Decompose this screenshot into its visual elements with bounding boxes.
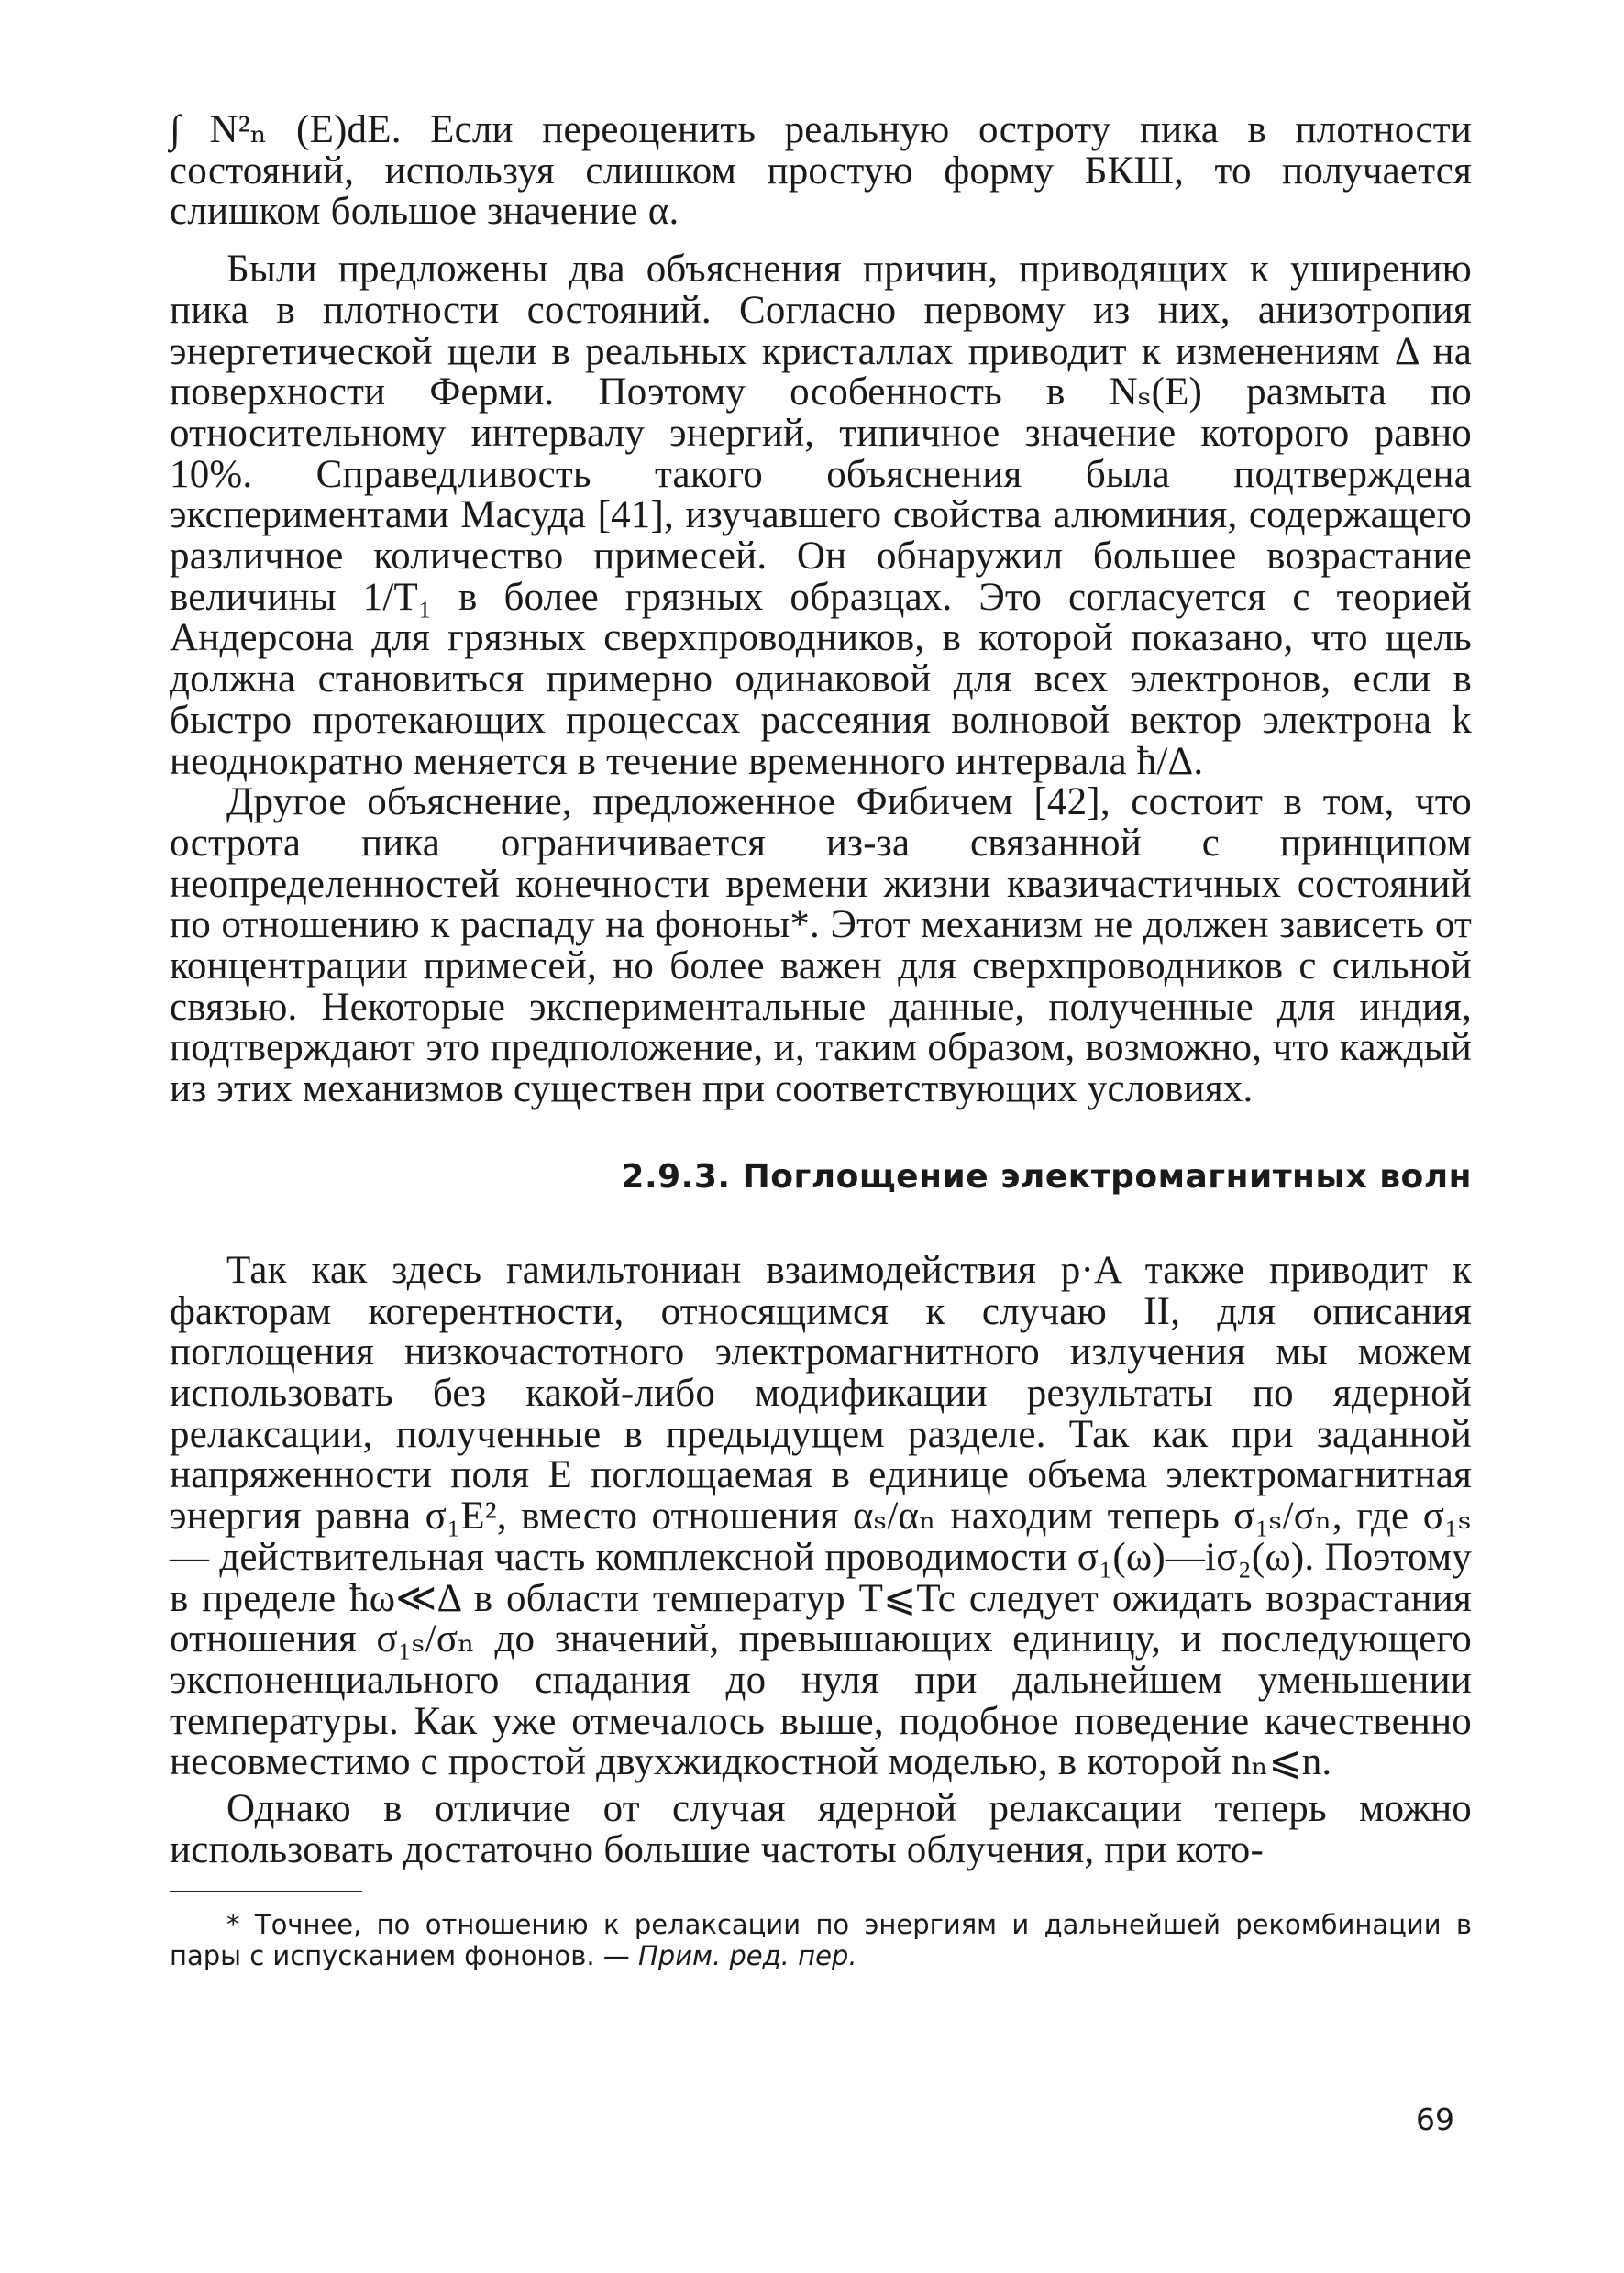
footnote-divider (170, 1891, 362, 1892)
footnote-text: * Точнее, по отношению к релаксации по энергиям и дальнейшей рекомбинации в пары с испусканием фононов. — (170, 1909, 1472, 1972)
footnote (170, 1909, 1472, 1971)
paragraph-high-frequencies: Однако в отличие от случая ядерной релаксации теперь можно использовать достаточно большие частоты облучения, при кото- (170, 1787, 1472, 1871)
page-number: 69 (1416, 2102, 1454, 2137)
paragraph-em-absorption: Так как здесь гамильтониан взаимодействия p·A также приводит к факторам когерентности, относящимся к случаю II, для описания поглощения низкочастотного электромагнитного излучения мы можем использовать без какой-либо модификации результаты по ядерной релаксации, полученные в предыдущем разделе. Так как при заданной напряженности поля E поглощаемая в единице объема электромагнитная энергия равна σ₁E², вместо отношения αₛ/αₙ находим теперь σ₁ₛ/σₙ, где σ₁ₛ — действительная часть комплексной проводимости σ₁(ω)—iσ₂(ω). Поэтому в пределе ħω≪Δ в области температур T⩽Tc следует ожидать возрастания отношения σ₁ₛ/σₙ до значений, превышающих единицу, и последующего экспоненциального спадания до нуля при дальнейшем уменьшении температуры. Как уже отмечалось выше, подобное поведение качественно несовместимо с простой двухжидкостной моделью, в которой nₙ⩽n. (170, 1248, 1473, 1784)
footnote-editor-note: Прим. ред. пер. (638, 1940, 857, 1972)
paragraph-fibich-explanation: Другое объяснение, предложенное Фибичем [42], состоит в том, что острота пика ограничивается из-за связанной с принципом неопределенностей конечности времени жизни квазичастичных состояний по отношению к распаду на фононы*. Этот механизм не должен зависеть от концентрации примесей, но более важен для сверхпроводников с сильной связью. Некоторые экспериментальные данные, полученные для индия, подтверждают это предположение, и, таким образом, возможно, что каждый из этих механизмов существен при соответствующих условиях. (170, 780, 1472, 1111)
paragraph-broadening-explanations: Были предложены два объяснения причин, приводящих к уширению пика в плотности состояний. Согласно первому из них, анизотропия энергетической щели в реальных кристаллах приводит к изменениям Δ на поверхности Ферми. Поэтому особенность в Nₛ(E) размыта по относительному интервалу энергий, типичное значение которого равно 10%. Справедливость такого объяснения была подтверждена экспериментами Масуда [41], изучавшего свойства алюминия, содержащего различное количество примесей. Он обнаружил большее возрастание величины 1/T₁ в более грязных образцах. Это согласуется с теорией Андерсона для грязных сверхпроводников, в которой показано, что щель должна становиться примерно одинаковой для всех электронов, если в быстро протекающих процессах рассеяния волновой вектор электрона k неоднократно меняется в течение временного интервала ħ/Δ. (170, 248, 1472, 783)
section-heading: 2.9.3. Поглощение электромагнитных волн (621, 1157, 1472, 1196)
paragraph-continuation: ∫ N²ₙ (E)dE. Если переоценить реальную остроту пика в плотности состояний, используя слишком простую форму БКШ, то получается слишком большое значение α. (170, 108, 1472, 234)
page-content (170, 110, 1472, 1971)
